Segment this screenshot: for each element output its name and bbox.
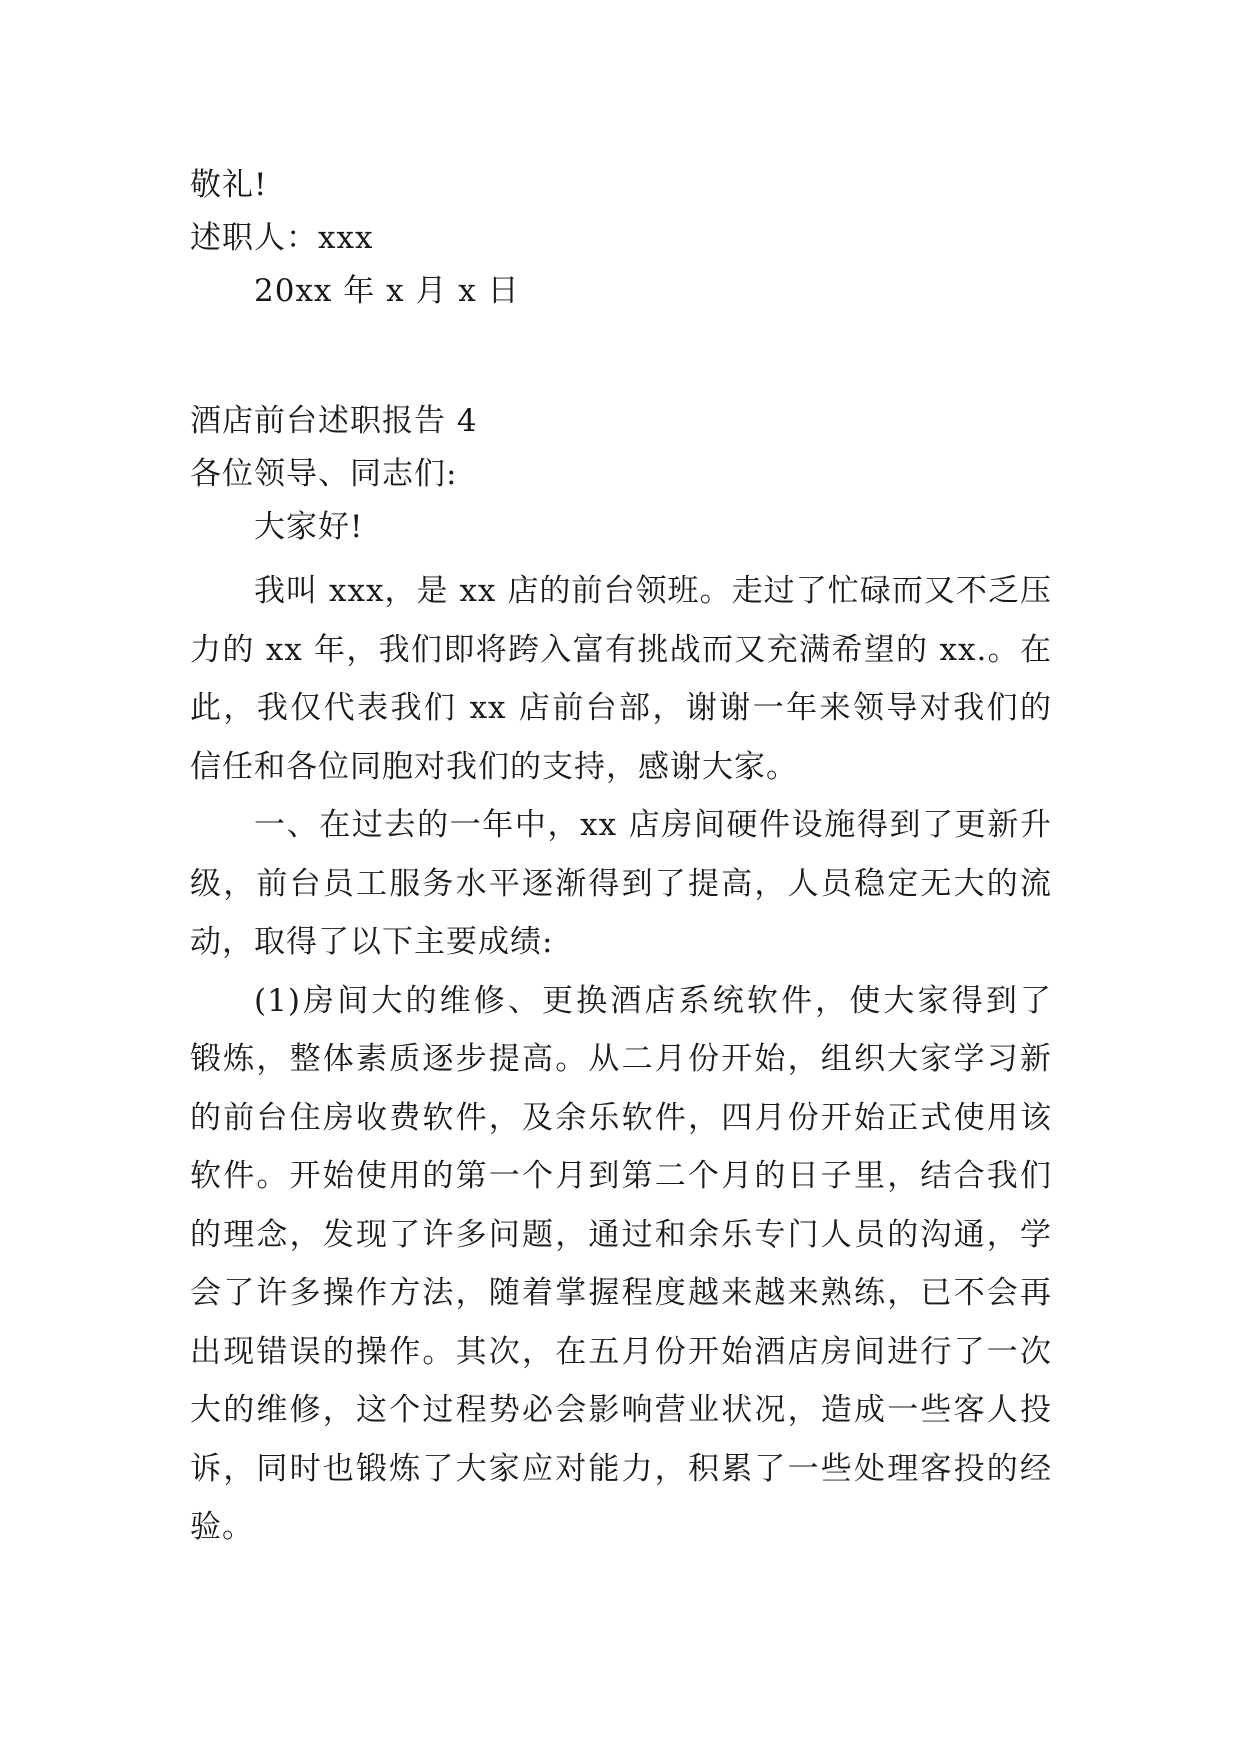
closing-salute: 敬礼! bbox=[190, 167, 268, 203]
paragraph-line: 我叫 xxx，是 xx 店的前台领班。走过了忙碌而又不乏压 bbox=[254, 573, 1052, 609]
paragraph-line: 软件。开始使用的第一个月到第二个月的日子里，结合我们 bbox=[190, 1158, 1052, 1194]
paragraph-line: 大的维修，这个过程势必会影响营业状况，造成一些客人投 bbox=[190, 1392, 1052, 1428]
addressee: 各位领导、同志们: bbox=[190, 456, 458, 492]
paragraph-line: 信任和各位同胞对我们的支持，感谢大家。 bbox=[190, 749, 798, 785]
paragraph-line: 一、在过去的一年中，xx 店房间硬件设施得到了更新升 bbox=[254, 807, 1052, 843]
paragraph-line: 会了许多操作方法，随着掌握程度越来越来熟练，已不会再 bbox=[190, 1275, 1052, 1311]
paragraph-line: 动，取得了以下主要成绩: bbox=[190, 924, 554, 960]
paragraph-line: 此，我仅代表我们 xx 店前台部，谢谢一年来领导对我们的 bbox=[190, 690, 1052, 726]
report-date: 20xx 年 x 月 x 日 bbox=[254, 273, 520, 309]
paragraph-line: 的理念，发现了许多问题，通过和余乐专门人员的沟通，学 bbox=[190, 1217, 1052, 1253]
reporter-line: 述职人：xxx bbox=[190, 220, 374, 256]
paragraph-line: 的前台住房收费软件，及余乐软件，四月份开始正式使用该 bbox=[190, 1100, 1052, 1136]
paragraph-line: 验。 bbox=[190, 1509, 254, 1545]
paragraph-line: 力的 xx 年，我们即将跨入富有挑战而又充满希望的 xx.。在 bbox=[190, 632, 1052, 668]
section-title: 酒店前台述职报告 4 bbox=[190, 403, 478, 439]
paragraph-line: 诉，同时也锻炼了大家应对能力，积累了一些处理客投的经 bbox=[190, 1451, 1052, 1487]
greeting: 大家好! bbox=[254, 509, 364, 545]
paragraph-line: 锻炼，整体素质逐步提高。从二月份开始，组织大家学习新 bbox=[190, 1041, 1052, 1077]
paragraph-line: (1)房间大的维修、更换酒店系统软件，使大家得到了 bbox=[254, 983, 1052, 1019]
paragraph-line: 级，前台员工服务水平逐渐得到了提高，人员稳定无大的流 bbox=[190, 866, 1052, 902]
paragraph-line: 出现错误的操作。其次，在五月份开始酒店房间进行了一次 bbox=[190, 1334, 1052, 1370]
